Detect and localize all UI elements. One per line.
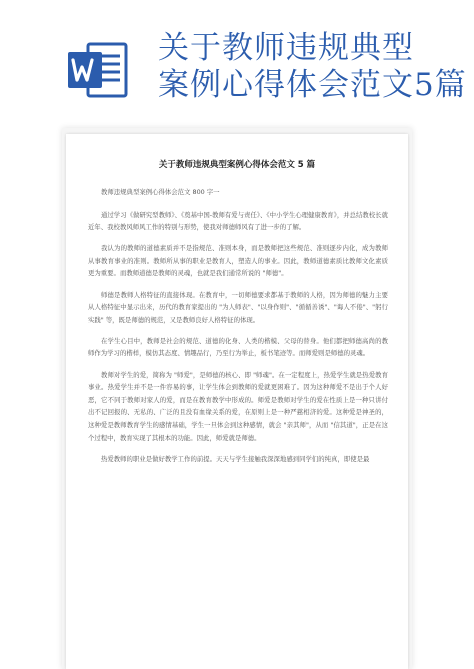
paragraph: 师德是教师人格特征的直接体现。在教育中，一切师德要求都基于教师的人格，因为师德的魅力主要从人格特征中显示出来，历代的教育家提出的 "为人师表"、"以身作则"、"循循善诱"、"诲人不倦"、"躬行实践" 等，既是师德的规范，又是教师良好人格特征的体现。: [88, 290, 388, 324]
document-page: [66, 134, 408, 669]
document-title: 关于教师违规典型案例心得体会范文 5 篇: [158, 160, 316, 170]
banner: [0, 0, 474, 110]
document-body: [88, 186, 388, 474]
paragraph: 教师违规典型案例心得体会范文 800 字一: [101, 188, 220, 196]
word-icon: [66, 38, 130, 102]
paragraph: 教师对学生的爱，简称为 "师爱"，是师德的核心、即 "师魂"。在一定程度上，热爱学生就是热爱教育事业。热爱学生并不是一件容易的事，让学生体会到教师的爱就更困难了。因为这种师爱不是出于个人好恶，它不同于教师对家人的爱，而是在教育教学中形成的。师爱是教师对学生的爱在性质上是一种只讲付出不记回报的、无私的、广泛的且没有血缘关系的爱，在原则上是一种严慈相济的爱。这种爱是神圣的，这种爱是教师教育学生的感情基础，学生一旦体会到这种感情，就会 "亲其师"，从而 "信其道"，正是在这个过程中，教育实现了其根本的功能。因此，师爱就是师德。: [88, 370, 388, 442]
banner-title: [158, 30, 467, 104]
paragraph: 我认为的教师的道德素质并不是指规范、准则本身，而是教师把这些规范、准则逐步内化，成为教师从事教育事业的准则。教师所从事的职业是教育人，塑造人的事业。因此，教师道德素质比教师文化素质更为重要。而教师道德是教师的灵魂，也就是我们通常所说的 "师德"。: [88, 244, 388, 278]
banner-title-line-1: 关于教师违规典型: [158, 30, 414, 66]
banner-title-line-2: 案例心得体会范文5篇: [158, 67, 467, 103]
paragraph: 热爱教师的职业是做好教学工作的前提。天天与学生接触我深深地感到同学们的纯真，即使是最: [101, 454, 370, 463]
paragraph: 通过学习《做研究型教师》、《奠基中国-教师有爱与责任》、《中小学生心理健康教育》，并总结教校长就近年、我校教风师风工作的特别与形势，使我对师德师风有了进一步的了解。: [88, 210, 388, 232]
paragraph: 在学生心目中，教师是社会的规范、道德的化身、人类的楷模、父母的替身。他们都把师德高尚的教师作为学习的楷样，模仿其态度、情趣品行，乃至行为举止，板书笔迹等。而师爱则是师德的灵魂。: [88, 336, 388, 358]
